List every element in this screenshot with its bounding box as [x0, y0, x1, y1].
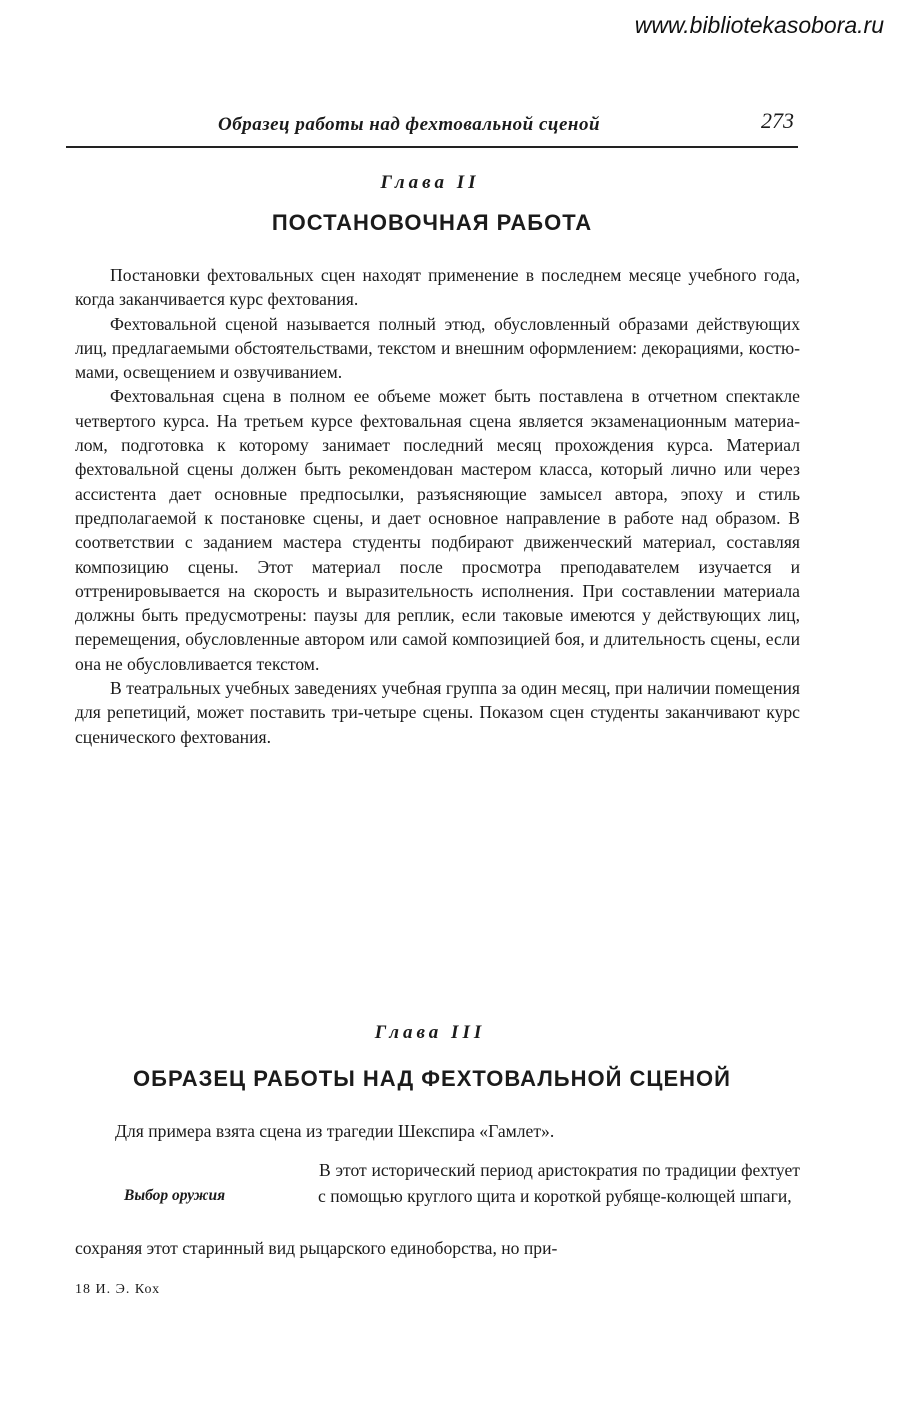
watermark-url: www.bibliotekasobora.ru — [634, 12, 884, 38]
chapter-3-label: Глава III — [374, 1022, 486, 1043]
example-intro: Для примера взята сцена из трагедии Шекспира «Гамлет». — [115, 1121, 555, 1141]
paragraph: В театральных учебных заведениях учебная группа за один месяц, при наличии помещения для репетиций, может поставить три-четыре сцены. Показом сцен студенты заканчивают курс сценического фехтования. — [75, 678, 800, 747]
paragraph: Фехтовальной сценой называется полный этюд, обусловленный образами действующих лиц, предлагаемыми обстоятельствами, текстом и внешним оформлением: декорациями, костюмами, освещением и озвучиванием. — [75, 313, 800, 383]
side-note-weapon-choice: Выбор оружия — [124, 1187, 226, 1204]
weapon-text-continuation: сохраняя этот старинный вид рыцарского единоборства, но при- — [75, 1238, 558, 1258]
running-head-title: Образец работы над фехтовальной сценой — [218, 114, 601, 135]
weapon-text-column: В этот исторический период аристократия по традиции фехтует с помощью круглого щита и короткой рубяще-колющей шпаги, — [318, 1160, 800, 1206]
chapter-2-label: Глава II — [380, 172, 480, 193]
chapter-2-title: ПОСТАНОВОЧНАЯ РАБОТА — [271, 210, 593, 235]
chapter-2-body — [75, 263, 800, 749]
signature-mark: 18 И. Э. Кох — [75, 1282, 161, 1297]
paragraph: Постановки фехтовальных сцен находят применение в последнем месяце учебного года, когда заканчивается курс фехтования. — [75, 265, 800, 310]
running-head — [66, 106, 798, 148]
paragraph: Фехтовальная сцена в полном ее объеме может быть поставлена в отчетном спектакле четвертого курса. На третьем курсе фехтовальная сцена является экзаменационным материалом, подготовка к которому занимает последний месяц прохождения курса. Материал фехтовальной сцены должен быть рекомендован мастером класса, который лично или через ассистента дает основные предпосылки, разъясняющие замысел автора, эпоху и стиль предполагаемой к постановке сцены, и дает основное направление в работе над образом. В соответствии с заданием мастера студенты подбирают движенческий материал, составляя композицию сцены. Этот материал после просмотра преподавателем изучается и оттренировывается на скорость и выразительность исполнения. При составлении материала должны быть предусмотрены: паузы для реплик, если таковые имеются у действующих лиц, перемещения, обусловленные автором или самой композицией боя, и длительность сцены, если она не обусловливается текстом. — [75, 386, 800, 674]
page-number: 273 — [761, 108, 794, 133]
chapter-3-title: ОБРАЗЕЦ РАБОТЫ НАД ФЕХТОВАЛЬНОЙ СЦЕНОЙ — [133, 1066, 731, 1091]
